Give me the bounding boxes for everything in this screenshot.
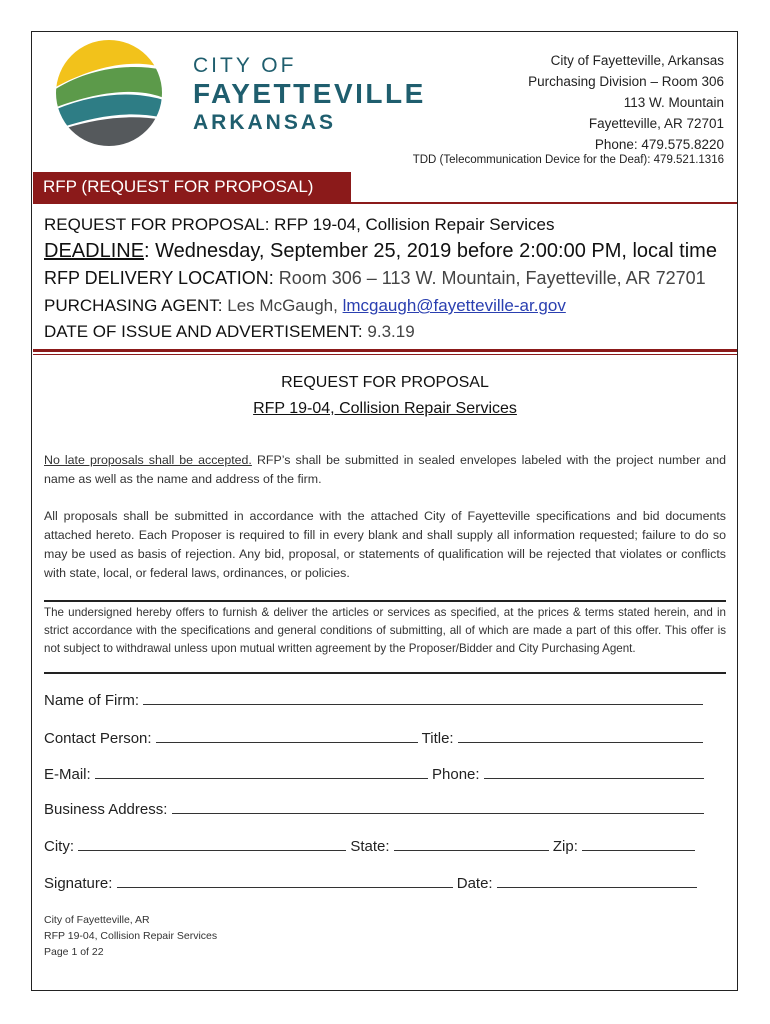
- brand-line-arkansas: ARKANSAS: [193, 111, 337, 134]
- city-logo: [54, 38, 164, 148]
- address-line: City of Fayetteville, Arkansas: [550, 53, 724, 68]
- rfp-banner: RFP (REQUEST FOR PROPOSAL): [33, 172, 351, 202]
- agent-label: PURCHASING AGENT:: [44, 296, 223, 315]
- email-row: [44, 764, 704, 783]
- address-line: Purchasing Division – Room 306: [528, 74, 724, 89]
- late-proposals-notice: No late proposals shall be accepted.: [44, 453, 252, 467]
- firm-name-label: Name of Firm:: [44, 692, 140, 709]
- issue-line: [44, 322, 415, 342]
- city-address: [528, 50, 724, 155]
- offer-statement: The undersigned hereby offers to furnish & deliver the articles or services as specified, at the prices & terms stated herein, and in strict accordance with the specifications and general conditions of submitting, all of which are made a part of this offer. This offer is not subject to withdrawal unless upon mutual written agreement by the Proposer/Bidder and City Purchasing Agent.: [44, 600, 726, 674]
- brand-line-city-of: CITY OF: [193, 54, 297, 77]
- zip-label: Zip:: [552, 838, 578, 855]
- contact-person-field[interactable]: [156, 728, 418, 743]
- tdd-phone: TDD (Telecommunication Device for the Deaf): 479.521.1316: [412, 154, 724, 166]
- agent-email-link[interactable]: lmcgaugh@fayetteville-ar.gov: [342, 296, 566, 315]
- footer-page-number: Page 1 of 22: [44, 946, 104, 958]
- date-field[interactable]: [497, 873, 697, 888]
- late-proposals-text: RFP’s shall be submitted in sealed envelopes labeled with the project number and name as well as the name and address of the firm.: [44, 453, 726, 486]
- phone-label: Phone:: [432, 766, 480, 783]
- delivery-line: [44, 268, 706, 289]
- email-label: E-Mail:: [44, 766, 91, 783]
- title-field[interactable]: [458, 728, 703, 743]
- agent-value: Les McGaugh,: [222, 296, 343, 315]
- deadline-value: : Wednesday, September 25, 2019 before 2:00:00 PM, local time: [144, 240, 717, 262]
- email-field[interactable]: [95, 764, 428, 779]
- delivery-label: RFP DELIVERY LOCATION:: [44, 268, 274, 288]
- phone-field[interactable]: [484, 764, 704, 779]
- doc-title: REQUEST FOR PROPOSAL: [281, 374, 489, 391]
- business-address-field[interactable]: [172, 799, 704, 814]
- brand-line-fayetteville: FAYETTEVILLE: [193, 78, 426, 109]
- city-field[interactable]: [78, 836, 346, 851]
- late-proposals-paragraph: [44, 451, 726, 489]
- address-line: Fayetteville, AR 72701: [588, 116, 724, 131]
- page-footer: [44, 912, 217, 960]
- deadline-line: [44, 240, 717, 263]
- city-label: City:: [44, 838, 74, 855]
- footer-city: City of Fayetteville, AR: [44, 914, 150, 926]
- zip-field[interactable]: [582, 836, 695, 851]
- deadline-label: DEADLINE: [44, 240, 145, 262]
- state-label: State:: [350, 838, 390, 855]
- contact-row: [44, 728, 703, 747]
- footer-rfp: RFP 19-04, Collision Repair Services: [44, 930, 218, 942]
- issue-value: 9.3.19: [362, 322, 415, 341]
- delivery-value: Room 306 – 113 W. Mountain, Fayetteville, AR 72701: [273, 268, 706, 288]
- firm-name-field[interactable]: [143, 690, 703, 705]
- address-line: 113 W. Mountain: [623, 95, 724, 110]
- title-label: Title:: [421, 730, 454, 747]
- agent-line: [44, 296, 566, 316]
- signature-field[interactable]: [117, 873, 453, 888]
- firm-name-row: [44, 690, 703, 709]
- signature-row: [44, 873, 697, 892]
- contact-person-label: Contact Person:: [44, 730, 152, 747]
- date-label: Date:: [456, 875, 493, 892]
- banner-rule: [33, 202, 737, 204]
- issue-label: DATE OF ISSUE AND ADVERTISEMENT:: [44, 322, 363, 341]
- section-divider: [33, 349, 737, 355]
- city-state-zip-row: [44, 836, 695, 855]
- submission-paragraph: All proposals shall be submitted in accordance with the attached City of Fayetteville specifications and bid documents attached hereto. Each Proposer is required to fill in every blank and shall supply all information requested; failure to do so may be used as basis of rejection. Any bid, proposal, or statements of qualification will be rejected that violates or conflicts with state, local, or federal laws, ordinances, or policies.: [44, 509, 726, 580]
- doc-subtitle: RFP 19-04, Collision Repair Services: [253, 400, 517, 417]
- business-address-label: Business Address:: [44, 801, 168, 818]
- signature-label: Signature:: [44, 875, 113, 892]
- brand-wordmark: [193, 54, 426, 136]
- address-line: Phone: 479.575.8220: [594, 137, 724, 152]
- state-field[interactable]: [394, 836, 549, 851]
- rfp-line: REQUEST FOR PROPOSAL: RFP 19-04, Collision Repair Services: [44, 215, 555, 234]
- address-row: [44, 799, 704, 818]
